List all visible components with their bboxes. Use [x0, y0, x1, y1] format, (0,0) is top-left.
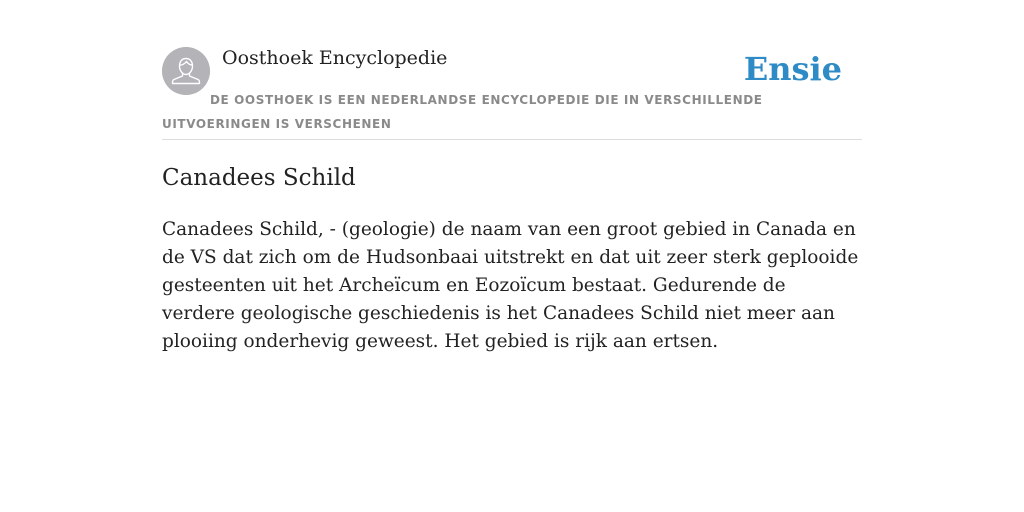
author-tagline: DE OOSTHOEK IS EEN NEDERLANDSE ENCYCLOPEDIE DIE IN VERSCHILLENDE UITVOERINGEN IS VERSCHENEN [162, 93, 763, 131]
content-container [162, 0, 862, 352]
article-body: Canadees Schild, - (geologie) de naam van een groot gebied in Canada en de VS dat zich om de Hudsonbaai uitstrekt en dat uit zeer sterk geplooide gesteenten uit het Archeïcum en Eozoïcum bestaat. Gedurende de verdere geologische geschiedenis is het Canadees Schild niet meer aan plooiing onderhevig geweest. Het gebied is rijk aan ertsen. [162, 219, 859, 352]
brand-logo[interactable]: Ensie [743, 50, 842, 88]
article-title: Canadees Schild [162, 165, 356, 191]
author-name[interactable]: Oosthoek Encyclopedie [222, 47, 448, 69]
entry-header [162, 0, 862, 140]
